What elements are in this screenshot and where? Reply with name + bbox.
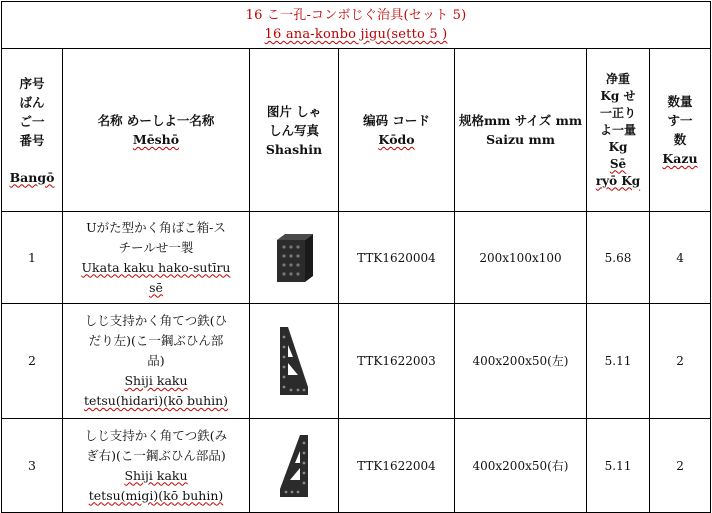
row-name: しじ支持かく角てつ鉄(ひ だり左)(こ一鋼ぶひん部 品) Shiji kaku tetsu(hidari)(kō buhin) [63,304,250,419]
row-weight: 5.11 [587,419,650,513]
row-quantity: 2 [650,419,711,513]
row-quantity: 4 [650,212,711,304]
row-name: しじ支持かく角てつ鉄(み ぎ右)(こ一鋼ぶひん部品) Shiji kaku tetsu(migi)(kō buhin) [63,419,250,513]
row-photo [250,212,339,304]
title-line-1: 16 こ一孔-コンボじぐ治具(セット 5) [245,8,467,23]
product-table [1,1,711,513]
header-number: 序号 ばん ご一 番号 Bangō [2,49,63,212]
table-title [2,2,711,49]
header-photo: 图片 しゃ しん写真 Shashin [250,49,339,212]
angle-bracket-right-icon [274,431,314,501]
row-photo [250,304,339,419]
row-code: TTK1622004 [339,419,455,513]
row-weight: 5.11 [587,304,650,419]
row-number: 2 [2,304,63,419]
table-row [2,212,711,304]
row-code: TTK1622003 [339,304,455,419]
row-name: Uがた型かく角ばこ箱-ス チールせ一製 Ukata kaku hako-sutīru sē [63,212,250,304]
row-number: 3 [2,419,63,513]
header-spec: 规格mm サイズ mm Saizu mm [455,49,587,212]
header-name: 名称 めーしよ一名称 Mēshō [63,49,250,212]
row-spec: 400x200x50(左) [455,304,587,419]
product-table-sheet [1,1,710,511]
row-number: 1 [2,212,63,304]
row-weight: 5.68 [587,212,650,304]
row-spec: 200x100x100 [455,212,587,304]
title-line-2: 16 ana-konbo jigu(setto 5 ) [264,27,448,42]
table-row [2,419,711,513]
box-fixture-icon [273,232,315,284]
row-photo [250,419,339,513]
header-quantity: 数量 す一 数 Kazu [650,49,711,212]
row-quantity: 2 [650,304,711,419]
row-spec: 400x200x50(右) [455,419,587,513]
table-row [2,304,711,419]
header-code: 编码 コード Kōdo [339,49,455,212]
row-code: TTK1620004 [339,212,455,304]
angle-bracket-left-icon [274,323,314,399]
header-weight: 净重 Kg せ 一正り よ一量 Kg Sē ryō Kg [587,49,650,212]
